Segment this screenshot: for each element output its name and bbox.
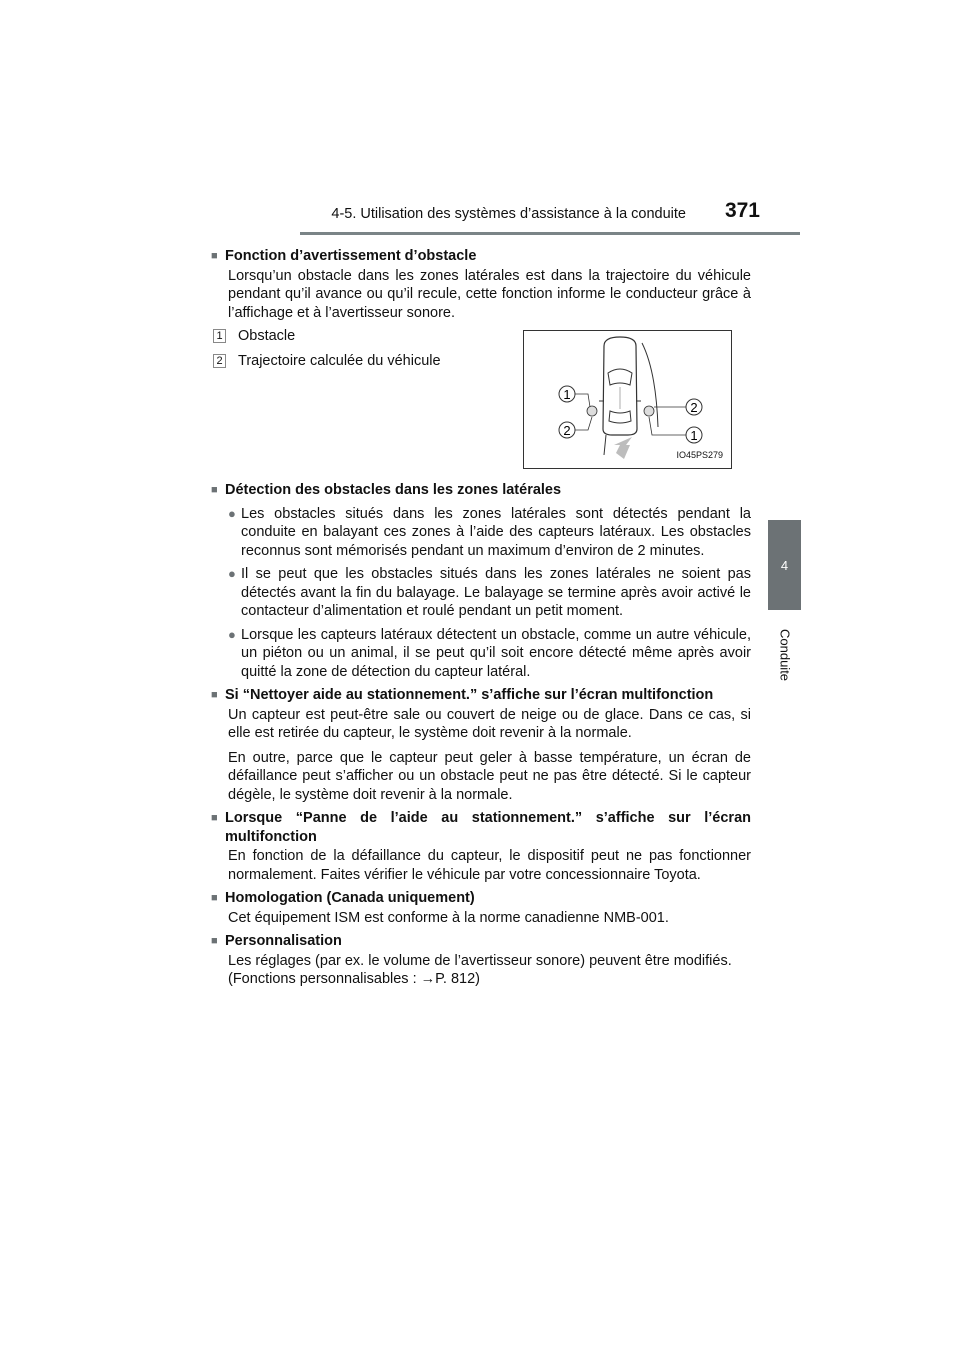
chapter-label: Conduite <box>777 628 793 682</box>
header-rule <box>300 232 800 235</box>
list-item <box>228 626 751 682</box>
paragraph: Les réglages (par ex. le volume de l’avertisseur sonore) peuvent être modifiés. <box>228 952 732 969</box>
figure-code: IO45PS279 <box>676 449 723 460</box>
page-number: 371 <box>724 199 760 222</box>
legend-label: Trajectoire calculée du véhicule <box>238 352 441 369</box>
paragraph: Lorsqu’un obstacle dans les zones latérales est dans la trajectoire du véhicule pendant qu’il avance ou qu’il recule, cette fonction informe le conducteur grâce à l’affichage et à l’avertisseur sonore. <box>228 267 751 321</box>
trajectory-line-left <box>604 435 606 455</box>
circle-bullet-icon: ● <box>228 626 236 642</box>
page-content <box>211 242 751 989</box>
section-heading <box>211 686 751 705</box>
section-heading <box>211 247 751 266</box>
callout-2: 2 <box>690 400 698 415</box>
legend-number: 2 <box>213 354 226 368</box>
list-item-text: Il se peut que les obstacles situés dans les zones latérales ne soient pas détectés avant la fin du balayage. Le balayage se termine après avoir activé le contacteur d’alimentation et roulé pendant un petit moment. <box>241 566 751 619</box>
leader-line <box>575 417 592 430</box>
heading-text: Si “Nettoyer aide au stationnement.” s’affiche sur l’écran multifonction <box>225 687 714 703</box>
square-bullet-icon: ■ <box>211 812 218 824</box>
square-bullet-icon: ■ <box>211 484 218 496</box>
square-bullet-icon: ■ <box>211 250 218 262</box>
heading-text: Lorsque “Panne de l’aide au stationnement.” s’affiche sur l’écran multifonction <box>225 810 751 845</box>
section-heading <box>211 481 751 500</box>
legend-label: Obstacle <box>238 328 296 344</box>
list-item-text: Les obstacles situés dans les zones latérales sont détectés pendant la conduite en balayant ces zones à l’aide des capteurs latéraux. Les obstacles reconnus sont mémorisés pendant un maximum d’environ de 2 minutes. <box>241 505 751 559</box>
running-header: 4-5. Utilisation des systèmes d’assistance à la conduite <box>331 206 686 222</box>
chapter-number: 4 <box>780 557 789 573</box>
callout-1: 1 <box>690 428 698 443</box>
reverse-arrow <box>614 437 632 459</box>
paragraph: En outre, parce que le capteur peut geler à basse température, un écran de défaillance peut s’afficher ou un obstacle peut ne pas être détecté. Si le capteur dégèle, le système doit revenir à la normale. <box>228 749 751 803</box>
obstacle-left <box>587 406 597 416</box>
list-item-text: Lorsque les capteurs latéraux détectent un obstacle, comme un autre véhicule, un piéton ou un animal, il se peut qu’il soit encore détecté même après avoir quitté la zone de détection du capteur latéral. <box>241 626 751 680</box>
list-item <box>228 505 751 561</box>
paragraph: Un capteur est peut-être sale ou couvert de neige ou de glace. Dans ce cas, si elle est retirée du capteur, le système doit revenir à la normale. <box>228 706 751 741</box>
callout-2: 2 <box>563 423 571 438</box>
legend-number: 1 <box>213 329 226 343</box>
vehicle-illustration <box>523 330 732 469</box>
square-bullet-icon: ■ <box>211 935 218 947</box>
leader-line <box>649 417 686 435</box>
list-item <box>228 565 751 621</box>
heading-text: Personnalisation <box>225 933 342 949</box>
heading-text: Fonction d’avertissement d’obstacle <box>225 248 477 264</box>
leader-line <box>575 394 590 407</box>
circle-bullet-icon: ● <box>228 566 236 581</box>
figure-row <box>211 327 751 476</box>
square-bullet-icon: ■ <box>211 689 218 701</box>
car-windshield <box>608 369 632 385</box>
obstacle-right <box>644 406 654 416</box>
heading-text: Détection des obstacles dans les zones latérales <box>225 482 562 498</box>
section-heading <box>211 809 751 846</box>
car-rear-window <box>609 411 631 423</box>
legend-item <box>211 327 441 346</box>
cross-reference[interactable]: (Fonctions personnalisables : →P. 812) <box>228 971 481 987</box>
heading-text: Homologation (Canada uniquement) <box>225 890 475 906</box>
section-heading <box>211 932 751 951</box>
callout-1: 1 <box>563 387 571 402</box>
circle-bullet-icon: ● <box>228 505 236 521</box>
chapter-tab[interactable] <box>768 520 801 610</box>
paragraph: Cet équipement ISM est conforme à la norme canadienne NMB-001. <box>228 909 669 926</box>
square-bullet-icon: ■ <box>211 892 218 904</box>
paragraph: En fonction de la défaillance du capteur, le dispositif peut ne pas fonctionner normalement. Faites vérifier le véhicule par votre concessionnaire Toyota. <box>228 848 751 883</box>
figure-legend <box>211 327 441 376</box>
legend-item <box>211 352 441 371</box>
section-heading <box>211 889 751 908</box>
